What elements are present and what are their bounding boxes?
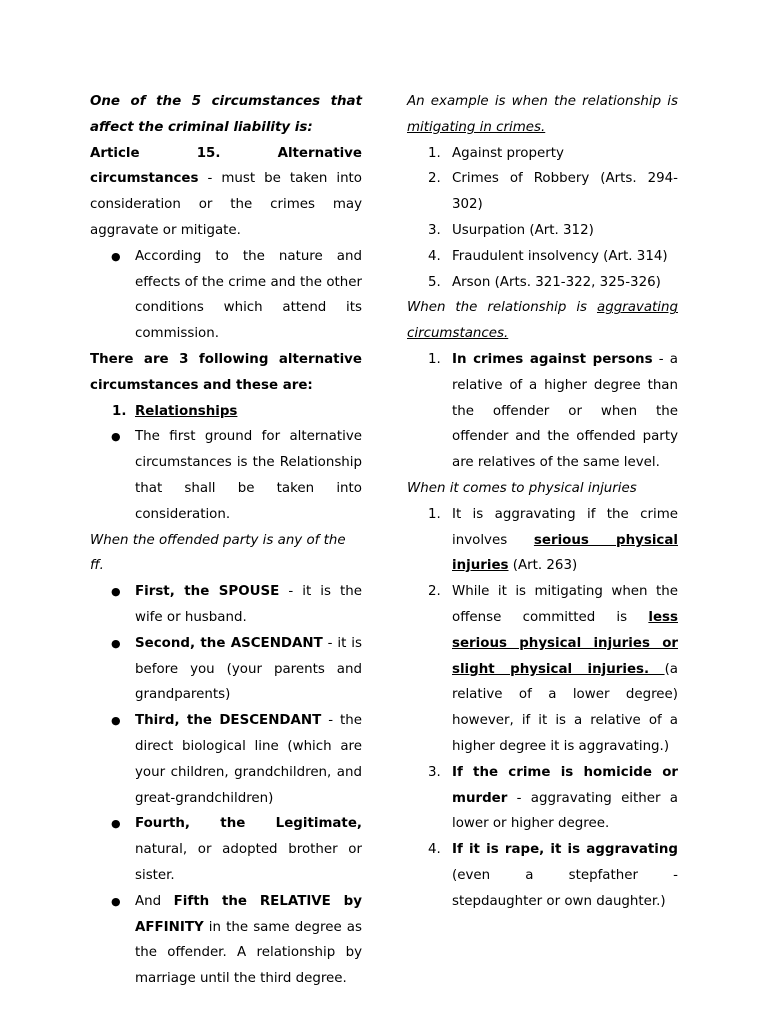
- offended-party-line: When the offended party is any of the ff.: [90, 532, 346, 574]
- bullet-text: According to the nature and effects of the crime and the other conditions which attend its commission.: [135, 248, 362, 342]
- list-number: 5.: [428, 274, 441, 290]
- right-column: [407, 89, 678, 915]
- bullet-text: The first ground for alternative circumstances is the Relationship that shall be taken into consideration.: [135, 429, 362, 522]
- bullet-icon: ●: [111, 636, 121, 650]
- ascendant-text: - it is before you (your parents and grandparents): [135, 635, 362, 703]
- descendant-text: - the direct biological line (which are your children, grandchildren, and great-grandchildren): [135, 713, 363, 806]
- bullet-item-descendant: [90, 708, 362, 811]
- aggravating-line: [407, 295, 678, 347]
- relationships-heading: [90, 399, 362, 425]
- injury-item-4: [407, 837, 678, 914]
- example-underlined: mitigating in crimes.: [407, 119, 546, 135]
- descendant-label: Third, the DESCENDANT: [135, 713, 322, 729]
- persons-label: In crimes against persons: [452, 351, 653, 367]
- list-item: [407, 166, 678, 218]
- injury-4-text: (even a stepfather - stepdaughter or own daughter.): [452, 867, 678, 909]
- legitimate-text: natural, or adopted brother or sister.: [135, 842, 362, 883]
- list-item: [407, 141, 678, 167]
- list-number: 2.: [428, 584, 441, 600]
- article-15-paragraph: [90, 141, 362, 244]
- list-item-text: Fraudulent insolvency (Art. 314): [452, 248, 668, 264]
- injury-2-note: (a relative of a lower degree) however, if it is a relative of a higher degree it is aggravating.): [452, 661, 678, 754]
- three-circumstances-heading: There are 3 following alternative circumstances and these are:: [90, 351, 362, 393]
- bullet-icon: ●: [111, 894, 121, 908]
- list-number: 1.: [428, 351, 441, 367]
- list-number: 3.: [428, 764, 441, 780]
- affinity-label: Fifth the RELATIVE by AFFINITY: [135, 893, 362, 935]
- affinity-prefix: And: [135, 893, 174, 909]
- example-text: An example is when the relationship is: [407, 94, 678, 109]
- list-number: 1.: [112, 403, 127, 419]
- list-item: [407, 270, 678, 296]
- injury-1-emphasis: serious physical injuries: [452, 532, 678, 574]
- article-title: Article 15. Alternative circumstances: [90, 145, 362, 187]
- bullet-icon: ●: [111, 430, 121, 444]
- injury-3-label: If the crime is homicide or murder: [452, 764, 678, 806]
- physical-injuries-line: When it comes to physical injuries: [407, 480, 637, 496]
- injury-item-1: [407, 502, 678, 579]
- injury-item-2: [407, 579, 678, 760]
- example-line: [407, 89, 678, 141]
- list-item: [407, 218, 678, 244]
- bullet-item-legitimate: [90, 811, 362, 888]
- aggravating-underlined: aggravating circumstances.: [407, 300, 678, 342]
- list-number: 3.: [428, 222, 441, 238]
- list-number: 1.: [428, 145, 441, 161]
- ascendant-label: Second, the ASCENDANT: [135, 635, 323, 651]
- bullet-item-ascendant: [90, 631, 362, 708]
- bullet-item-ground: [90, 424, 362, 527]
- article-text: - must be taken into consideration or the crimes may aggravate or mitigate.: [90, 171, 362, 238]
- relationships-title: Relationships: [135, 403, 238, 419]
- injury-2-text: While it is mitigating when the offense committed is: [452, 584, 678, 625]
- list-item-text: Arson (Arts. 321-322, 325-326): [452, 274, 661, 290]
- list-item: [407, 244, 678, 270]
- persons-item: [407, 347, 678, 476]
- legitimate-label: Fourth, the Legitimate,: [135, 816, 362, 832]
- injury-4-label: If it is rape, it is aggravating: [452, 842, 678, 858]
- list-number: 4.: [428, 842, 441, 858]
- mitigating-list: [407, 141, 678, 296]
- affinity-text: in the same degree as the offender. A relationship by marriage until the third degree.: [135, 919, 362, 987]
- bullet-item-nature: [90, 244, 362, 347]
- spouse-text: - it is the wife or husband.: [135, 584, 362, 625]
- bullet-icon: ●: [111, 249, 121, 263]
- bullet-icon: ●: [111, 714, 121, 728]
- list-item-text: Against property: [452, 145, 564, 161]
- bullet-item-spouse: [90, 579, 362, 631]
- bullet-item-affinity: [90, 889, 362, 992]
- aggravating-text: When the relationship is: [407, 300, 597, 316]
- spouse-label: First, the SPOUSE: [135, 584, 280, 600]
- injury-2-emphasis: less serious physical injuries or slight physical injuries.: [452, 609, 678, 677]
- injury-1-ref: (Art. 263): [508, 558, 578, 574]
- list-number: 1.: [428, 506, 441, 522]
- list-item-text: Crimes of Robbery (Arts. 294-302): [452, 171, 678, 213]
- injury-1-text: It is aggravating if the crime involves: [452, 506, 678, 548]
- injury-3-text: - aggravating either a lower or higher degree.: [452, 790, 678, 832]
- bullet-icon: ●: [111, 817, 121, 831]
- list-number: 4.: [428, 248, 441, 264]
- bullet-icon: ●: [111, 585, 121, 599]
- list-number: 2.: [428, 171, 441, 187]
- persons-text: - a relative of a higher degree than the offender or when the offender and the offended party are relatives of the same level.: [452, 351, 678, 471]
- list-item-text: Usurpation (Art. 312): [452, 222, 594, 238]
- injury-item-3: [407, 760, 678, 837]
- left-column: [90, 89, 362, 992]
- intro-line: One of the 5 circumstances that affect the criminal liability is:: [90, 94, 362, 135]
